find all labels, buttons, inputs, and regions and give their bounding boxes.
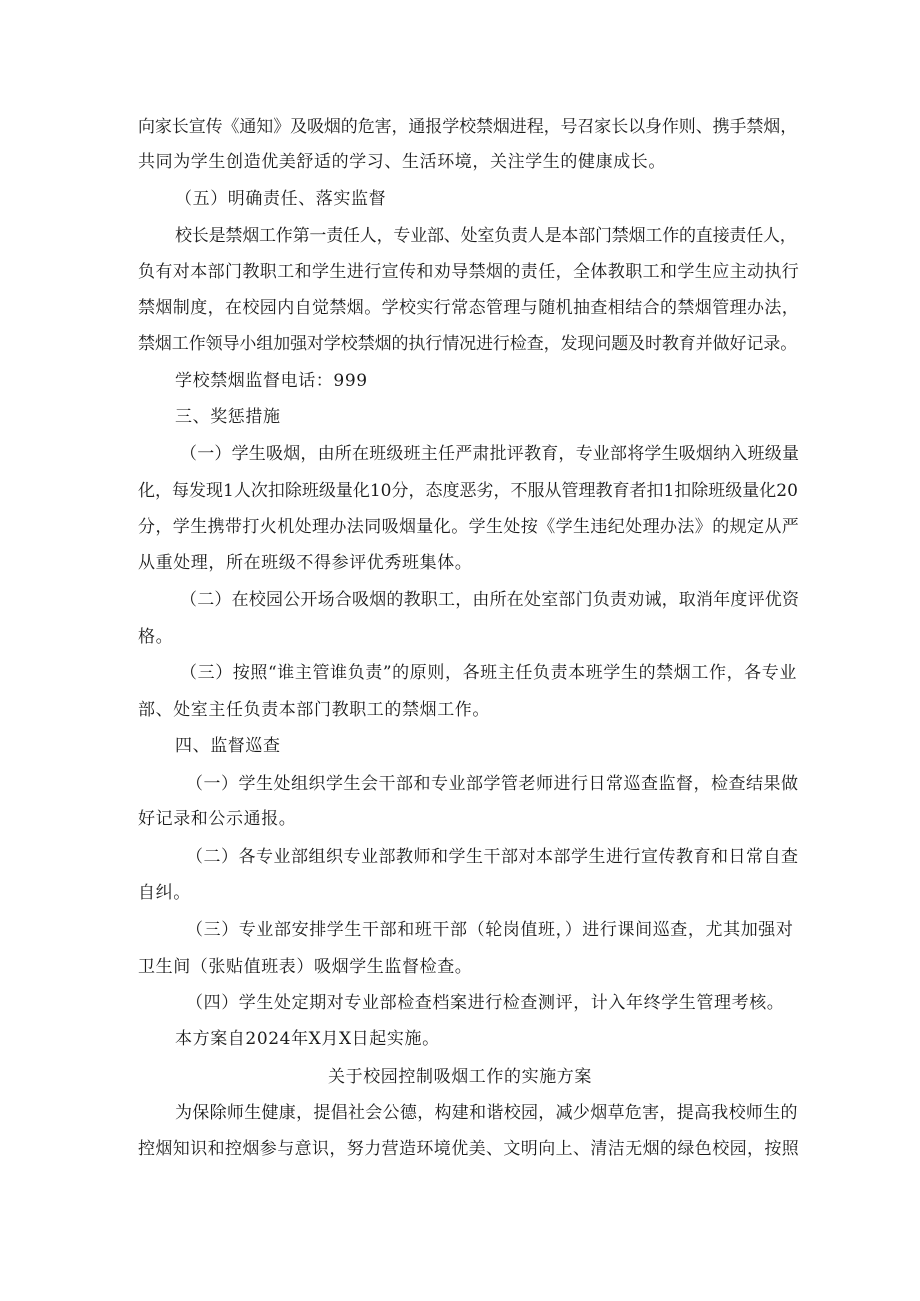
paragraph-line: 禁烟工作领导小组加强对学校禁烟的执行情况进行检查，发现问题及时教育并做好记录。: [138, 334, 798, 354]
paragraph-line: 分，学生携带打火机处理办法同吸烟量化。学生处按《学生违纪处理办法》的规定从严: [138, 517, 800, 537]
paragraph-line: 负有对本部门教职工和学生进行宣传和劝导禁烟的责任，全体教职工和学生应主动执行: [138, 262, 800, 282]
document-title: 关于校园控制吸烟工作的实施方案: [328, 1067, 592, 1087]
paragraph-line: 部、处室主任负责本部门教职工的禁烟工作。: [138, 700, 490, 720]
paragraph-line: （三）专业部安排学生干部和班干部（轮岗值班，）进行课间巡查，尤其加强对: [186, 920, 794, 940]
paragraph-line: （二）在校园公开场合吸烟的教职工，由所在处室部门负责劝诫，取消年度评优资: [180, 590, 800, 610]
paragraph-line: 自纠。: [138, 883, 191, 903]
paragraph-line: 好记录和公示通报。: [138, 809, 297, 829]
section-heading: 三、奖惩措施: [175, 407, 281, 427]
paragraph-line: （四）学生处定期对专业部检查档案进行检查测评，计入年终学生管理考核。: [186, 993, 785, 1013]
paragraph-line: （三）按照“谁主管谁负责”的原则，各班主任负责本班学生的禁烟工作，各专业: [180, 663, 797, 683]
paragraph-line: 化，每发现1人次扣除班级量化10分，态度恶劣，不服从管理教育者扣1扣除班级量化20: [138, 481, 798, 501]
section-heading: 四、监督巡查: [175, 736, 281, 756]
paragraph-line: 为保除师生健康，提倡社会公德，构建和谐校园，减少烟草危害，提高我校师生的: [175, 1103, 798, 1123]
supervision-phone: 学校禁烟监督电话：999: [175, 371, 368, 391]
paragraph-line: 禁烟制度，在校园内自觉禁烟。学校实行常态管理与随机抽查相结合的禁烟管理办法，: [138, 298, 800, 318]
paragraph-line: （一）学生吸烟，由所在班级班主任严肃批评教育，专业部将学生吸烟纳入班级量: [180, 444, 800, 464]
paragraph-line: 校长是禁烟工作第一责任人，专业部、处室负责人是本部门禁烟工作的直接责任人，: [175, 226, 797, 246]
paragraph-line: 从重处理，所在班级不得参评优秀班集体。: [138, 553, 473, 573]
paragraph-line: 格。: [138, 627, 174, 647]
paragraph-line: （一）学生处组织学生会干部和专业部学管老师进行日常巡查监督，检查结果做: [186, 774, 799, 794]
paragraph-line: 向家长宣传《通知》及吸烟的危害，通报学校禁烟进程，号召家长以身作则、携手禁烟，: [138, 117, 798, 137]
section-heading: （五）明确责任、落实监督: [175, 189, 387, 209]
paragraph-line: 控烟知识和控烟参与意识，努力营造环境优美、文明向上、清洁无烟的绿色校园，按照: [138, 1139, 800, 1159]
effective-date: 本方案自2024年X月X日起实施。: [175, 1029, 440, 1049]
paragraph-line: 卫生间（张贴值班表）吸烟学生监督检查。: [138, 957, 473, 977]
paragraph-line: （二）各专业部组织专业部教师和学生干部对本部学生进行宣传教育和日常自查: [186, 847, 799, 867]
paragraph-line: 共同为学生创造优美舒适的学习、生活环境，关注学生的健康成长。: [138, 152, 666, 172]
